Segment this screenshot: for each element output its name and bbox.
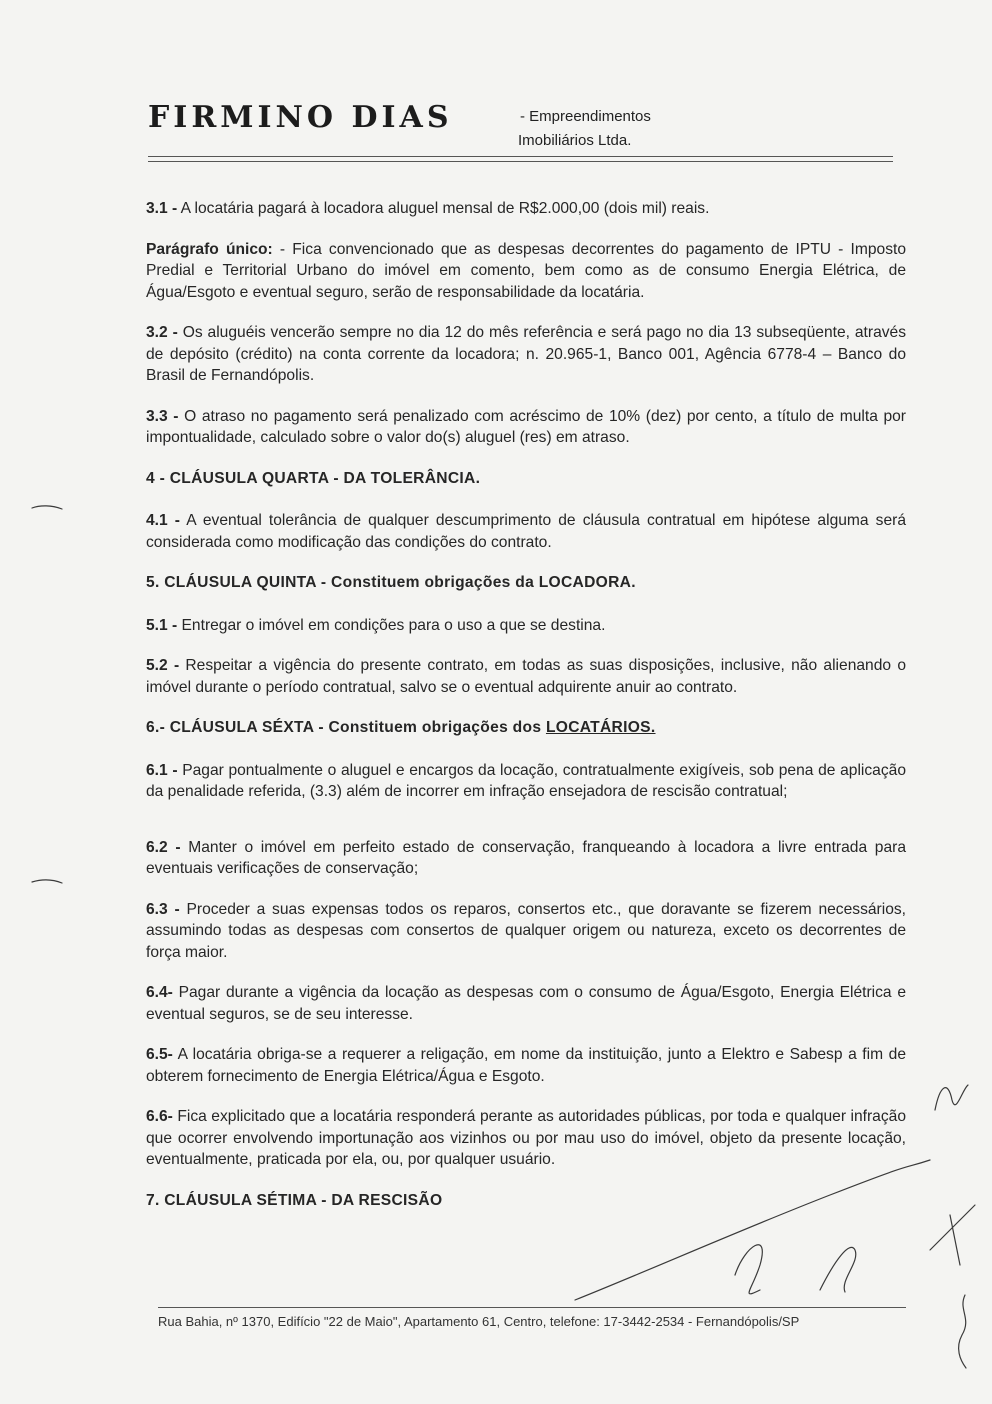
heading-prefix: 6.- CLÁUSULA SÉXTA -: [146, 719, 324, 736]
clause-6-6: [146, 1106, 906, 1171]
clause-number: 3.3 -: [146, 407, 179, 425]
clause-3-1: [146, 198, 906, 220]
edge-mark-2: [32, 880, 62, 883]
clause-5-1: [146, 615, 906, 637]
clause-text: Pagar pontualmente o aluguel e encargos da locação, contratualmente exigíveis, sob pena de aplicação da penalidade referida, (3.3) além de incorrer em infração ensejadora de rescisão contratual;: [146, 761, 906, 800]
footer-divider: [158, 1307, 906, 1308]
heading-prefix: 7. CLÁUSULA SÉTIMA -: [146, 1191, 327, 1209]
clause-text: A locatária obriga-se a requerer a religação, em nome da instituição, junto a Elektro e Sabesp a fim de obterem fornecimento de Energia Elétrica/Água e Esgoto.: [146, 1046, 906, 1085]
clause-number: 6.4-: [146, 984, 173, 1001]
company-subtitle-line1: - Empreendimentos: [520, 108, 651, 125]
clause-number: 6.3 -: [146, 900, 180, 918]
initials-mark-3: [959, 1295, 966, 1368]
clause-text: Os aluguéis vencerão sempre no dia 12 do mês referência e será pago no dia 13 subseqüente, através de depósito (crédito) na conta corrente da locadora; n. 20.965-1, Banco 001, Agência 6778-4 – Banco do Brasil de Fernandópolis.: [146, 324, 907, 384]
clause-paragrafo-unico: [146, 239, 906, 304]
clause-number: 5.1 -: [146, 616, 178, 634]
clause-4-1: [146, 510, 906, 553]
clause-number: 6.2 -: [146, 838, 181, 856]
clause-6-4: [146, 982, 906, 1025]
clause-6-1: [146, 760, 906, 803]
contract-body: [146, 198, 906, 1232]
clause-3-3: [146, 406, 906, 449]
company-subtitle-line2: Imobiliários Ltda.: [518, 132, 632, 149]
clause-number: 6.6-: [146, 1108, 173, 1125]
clause-text: Pagar durante a vigência da locação as despesas com o consumo de Água/Esgoto, Energia Elétrica e eventual seguros, se de seu interesse.: [146, 984, 906, 1023]
clause-text: Proceder a suas expensas todos os reparos, consertos etc., que doravante se fizerem necessários, assumindo todas as despesas com consertos de qualquer origem ou natureza, exceto os decorrentes de força maior.: [146, 900, 906, 961]
footer-address: Rua Bahia, nº 1370, Edifício "22 de Maio", Apartamento 61, Centro, telefone: 17-3442-2534 - Fernandópolis/SP: [158, 1314, 800, 1329]
heading-clause-6: [146, 717, 906, 739]
clause-text: Respeitar a vigência do presente contrato, em todas as suas disposições, inclusive, não alienando o imóvel durante o período contratual, salvo se o eventual adquirente anuir ao contrato.: [146, 657, 906, 696]
clause-text: A locatária pagará à locadora aluguel mensal de R$2.000,00 (dois mil) reais.: [177, 200, 710, 217]
clause-6-5: [146, 1044, 906, 1087]
clause-text: Manter o imóvel em perfeito estado de conservação, franqueando à locadora a livre entrada para eventuais verificações de conservação;: [146, 838, 907, 877]
edge-mark-1: [32, 506, 62, 509]
signature-stroke-main: [820, 1247, 856, 1292]
clause-number: 4.1 -: [146, 512, 180, 529]
clause-6-2: [146, 837, 906, 880]
clause-3-2: [146, 322, 906, 387]
heading-clause-7: [146, 1190, 906, 1212]
clause-6-3: [146, 899, 906, 964]
clause-number: 6.1 -: [146, 761, 178, 779]
clause-text: Entregar o imóvel em condições para o uso a que se destina.: [177, 616, 606, 634]
heading-title: Constituem obrigações dos: [323, 719, 546, 736]
heading-title: Constituem obrigações da LOCADORA.: [326, 574, 636, 591]
letterhead-divider: [148, 156, 893, 162]
heading-title-underlined: LOCATÁRIOS.: [545, 719, 656, 736]
clause-number: 3.1 -: [146, 200, 178, 217]
clause-text: Fica explicitado que a locatária responderá perante as autoridades públicas, por toda e qualquer infração que ocorrer envolvendo importunação aos vizinhos ou por mau uso do imóvel, objeto da presente locação, eventualmente, praticada por ela, ou, por qualquer usuário.: [146, 1108, 906, 1168]
heading-prefix: 4 - CLÁUSULA QUARTA -: [146, 469, 339, 487]
initials-mark-2: [930, 1205, 975, 1265]
signature-stroke-loop: [735, 1245, 762, 1294]
clause-text: A eventual tolerância de qualquer descumprimento de cláusula contratual em hipótese alguma será considerada como modificação das condições do contrato.: [146, 512, 907, 551]
heading-clause-5: [146, 572, 906, 594]
clause-5-2: [146, 655, 906, 698]
clause-number: 5.2 -: [146, 657, 180, 674]
heading-title: DA TOLERÂNCIA.: [338, 469, 481, 487]
clause-text: O atraso no pagamento será penalizado com acréscimo de 10% (dez) por cento, a título de multa por impontualidade, calculado sobre o valor do(s) aluguel (res) em atraso.: [146, 407, 906, 446]
initials-mark-1: [935, 1085, 968, 1110]
clause-number: 3.2 -: [146, 324, 178, 341]
clause-text: - Fica convencionado que as despesas decorrentes do pagamento de IPTU - Imposto Predial e Territorial Urbano do imóvel em comento, bem como as de consumo Energia Elétrica, de Água/Esgoto e eventual seguro, serão de responsabilidade da locatária.: [146, 240, 907, 301]
clause-number: 6.5-: [146, 1046, 173, 1063]
letterhead: [148, 100, 898, 170]
heading-clause-4: [146, 468, 906, 490]
heading-title: DA RESCISÃO: [326, 1191, 443, 1209]
heading-prefix: 5. CLÁUSULA QUINTA -: [146, 574, 327, 591]
company-logo-text: FIRMINO DIAS: [148, 100, 453, 135]
clause-number: Parágrafo único:: [146, 240, 273, 258]
